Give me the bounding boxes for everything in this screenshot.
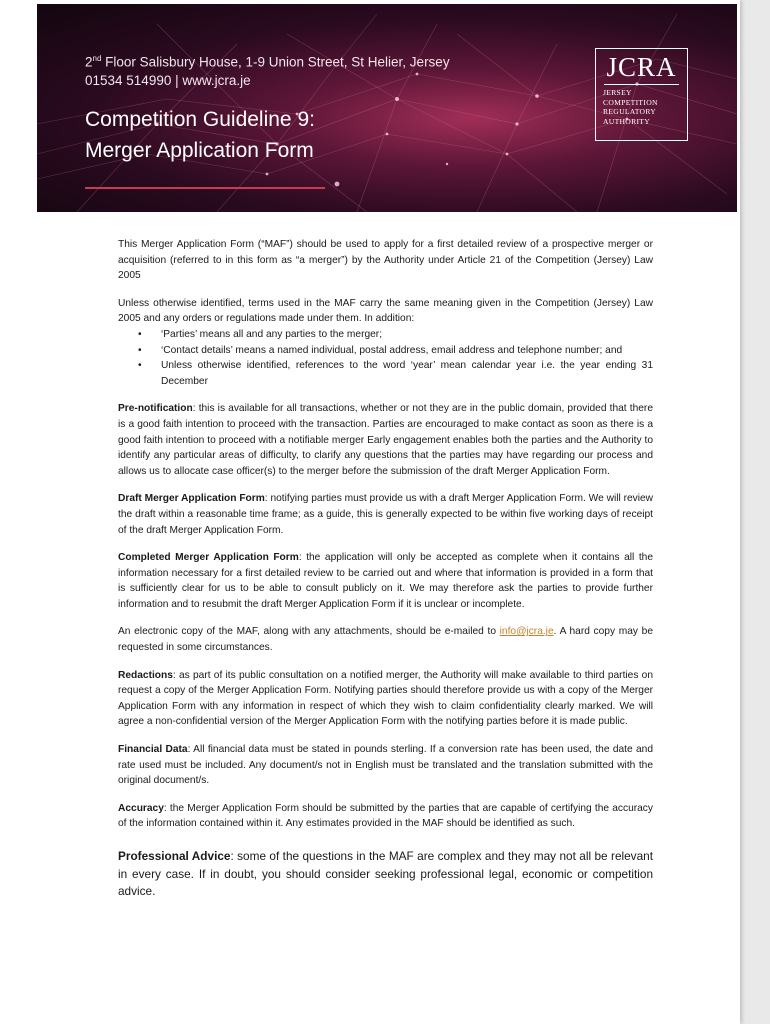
email-link[interactable]: info@jcra.je [499, 626, 554, 638]
list-item: • ‘Contact details’ means a named individual, postal address, email address and telephone number; and [118, 343, 653, 359]
draft-paragraph: Draft Merger Application Form: notifying parties must provide us with a draft Merger Application Form. We will review the draft within a reasonable time frame; as a guide, this is generally expected to be within five working days of receipt of the draft Merger Application Form. [118, 493, 654, 536]
accuracy-label: Accuracy [118, 802, 164, 814]
header-banner [37, 4, 737, 212]
professional-advice-label: Professional Advice [118, 849, 231, 863]
financial-data-paragraph: Financial Data: All financial data must be stated in pounds sterling. If a conversion rate has been used, the date and rate used must be included. Any document/s not in English must be translated and the translation submitted with the original document/s. [118, 744, 653, 787]
page-title [85, 104, 315, 166]
title-underline [85, 187, 325, 189]
financial-data-label: Financial Data [118, 744, 188, 756]
address-line-1: 2nd Floor Salisbury House, 1-9 Union Street, St Helier, Jersey [85, 54, 450, 70]
prenotification-paragraph: Pre-notification: this is available for all transactions, whether or not they are in the public domain, provided that there is a good faith intention to proceed with the transaction. Parties are encouraged to make contact as soon as there is a good faith intention to proceed with a notifiable merger Early engagement enables both the parties and the Authority to identify any particular areas of difficulty, to clarify any questions that the parties may have regarding our process and allows us to allocate case officer(s) to the merger before the submission of the draft Merger Application Form. [118, 403, 653, 477]
completed-paragraph: Completed Merger Application Form: the application will only be accepted as complete when it contains all the information necessary for a first detailed review to be carried out and where that information is provided in a form that is sufficiently clear for us to be able to consult publicly on it. We may therefore ask the parties to provide further information and to resubmit the draft Merger Application Form if it is unclear or incomplete. [118, 552, 653, 610]
title-line-2: Merger Application Form [85, 139, 314, 162]
logo-subtitle: JERSEY COMPETITION REGULATORY AUTHORITY [603, 88, 658, 126]
intro-paragraph: This Merger Application Form (“MAF”) should be used to apply for a first detailed review of a prospective merger or acquisition (referred to in this form as “a merger”) by the Authority under Article 21 of the Competition (Jersey) Law 2005 [118, 239, 653, 282]
list-item: • ‘Parties’ means all and any parties to the merger; [118, 327, 653, 343]
logo-divider [604, 84, 679, 85]
redactions-label: Redactions [118, 669, 173, 681]
prenotification-label: Pre-notification [118, 403, 193, 415]
address-line-2: 01534 514990 | www.jcra.je [85, 72, 251, 88]
document-body [118, 237, 653, 913]
completed-label: Completed Merger Application Form [118, 552, 299, 564]
draft-label: Draft Merger Application Form [118, 493, 265, 505]
definitions-list [118, 327, 653, 389]
professional-advice-paragraph: Professional Advice: some of the questions in the MAF are complex and they may not all be relevant in every case. If in doubt, you should consider seeking professional legal, economic or competition advice. [118, 849, 653, 898]
logo-mark: JCRA [606, 52, 677, 82]
list-item: • Unless otherwise identified, references to the word ‘year’ mean calendar year i.e. the year ending 31 December [118, 358, 653, 389]
jcra-logo [595, 48, 688, 141]
definitions-paragraph: Unless otherwise identified, terms used in the MAF carry the same meaning given in the Competition (Jersey) Law 2005 and any orders or regulations made under them. In addition: [118, 297, 653, 325]
redactions-paragraph: Redactions: as part of its public consultation on a notified merger, the Authority will make available to third parties on request a copy of the Merger Application Form. Notifying parties should therefore provide us with a copy of the Merger Application Form with any information in respect of which they wish to claim confidentiality clearly marked. We will agree a non-confidential version of the Merger Application Form with the notifying parties before it is made public. [118, 669, 653, 728]
title-line-1: Competition Guideline 9: [85, 108, 315, 131]
accuracy-paragraph: Accuracy: the Merger Application Form should be submitted by the parties that are capable of certifying the accuracy of the information contained within it. Any estimates provided in the MAF should be identified as such. [118, 802, 653, 830]
contact-address [85, 50, 450, 90]
electronic-copy-paragraph: An electronic copy of the MAF, along with any attachments, should be e-mailed to info@jcra.je. A hard copy may be requested in some circumstances. [118, 626, 654, 654]
